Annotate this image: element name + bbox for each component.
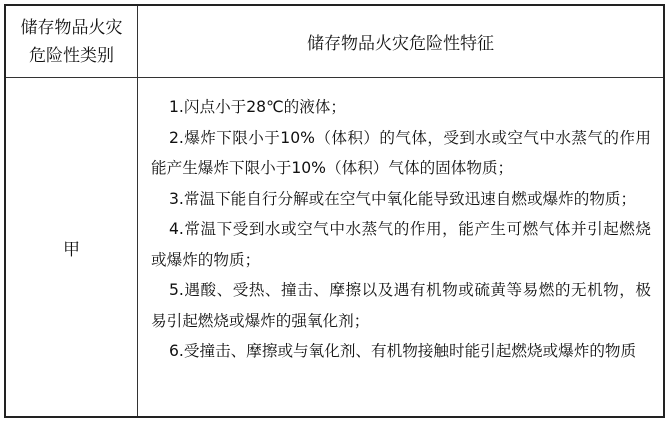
characteristic-item-3: 3.常温下能自行分解或在空气中氧化能导致迅速自燃或爆炸的物质； (169, 189, 637, 208)
column-divider (137, 6, 138, 416)
characteristics-cell (151, 92, 651, 367)
characteristic-item-1: 1.闪点小于28℃的液体； (169, 98, 346, 116)
category-cell (6, 78, 137, 416)
header-category-cell (6, 6, 137, 77)
characteristic-item-6: 6.受撞击、摩擦或与氧化剂、有机物接触时能引起燃烧或爆炸的物质 (169, 342, 637, 360)
category-value: 甲 (63, 239, 80, 260)
characteristic-item-4: 4.常温下受到水或空气中水蒸气的作用，能产生可燃气体并引起燃烧或爆炸的物质； (151, 220, 651, 269)
characteristic-item-2: 2.爆炸下限小于10%（体积）的气体，受到水或空气中水蒸气的作用能产生爆炸下限小于10%（体积）气体的固体物质； (151, 128, 651, 177)
table-header-row (6, 6, 663, 78)
characteristic-item-5: 5.遇酸、受热、撞击、摩擦以及遇有机物或硫黄等易燃的无机物，极易引起燃烧或爆炸的强氧化剂； (151, 281, 651, 330)
header-characteristics-label: 储存物品火灾危险性特征 (307, 34, 494, 54)
header-category-line1: 储存物品火灾 (20, 17, 123, 38)
header-characteristics-cell (138, 6, 663, 77)
header-category-line2: 危险性类别 (29, 45, 114, 66)
hazard-table (4, 4, 665, 418)
